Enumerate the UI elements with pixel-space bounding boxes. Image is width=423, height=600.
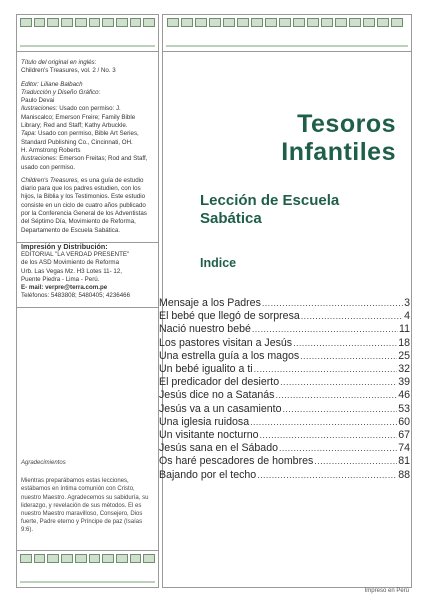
toc-title: Una estrella guía a los magos (159, 349, 300, 362)
credits-block (17, 52, 158, 308)
credits-sidebar (16, 14, 159, 588)
translator: Paulo Devai (21, 97, 55, 105)
money-band-header (163, 15, 411, 52)
original-title-label: Título del original en inglés: (21, 59, 97, 66)
toc-title: Jesús sana en el Sábado (159, 442, 278, 455)
toc-title: Jesús va a un casamiento (159, 402, 282, 415)
money-band-icon (17, 15, 158, 27)
acknowledgements-text: Mientras preparábamos estas lecciones, estábamos en íntima comunión con Cristo, nuestro Maestro. Agradecemos su sabiduría, su liderazgo, y revelación de sus métodos. El es nuestro Maestro maravilloso, Consejero, Dios fuerte, Padre eterno y Príncipe de paz (Isaías 9:6). (21, 478, 149, 534)
toc-page: 11 (399, 323, 410, 336)
toc-page: 88 (398, 468, 410, 481)
toc-page: 39 (398, 376, 410, 389)
imprint-line: Urb. Las Vegas Mz. H3 Lotes 11- 12, (21, 267, 122, 275)
toc-title: Jesús dice no a Satanás (159, 389, 275, 402)
toc-row (159, 323, 410, 336)
toc-row (159, 429, 410, 442)
illustrations-2: Ilustraciones: Emerson Freitas; Rod and Staff, usado con permiso. (21, 155, 148, 171)
illustrations-1: Ilustraciones: Usado con permiso: J. Maniscalco; Emerson Freire; Family Bible Library; Red and Staff; Kathy Arbuckle. (21, 105, 136, 130)
imprint-title: Impresión y Distribución: (21, 241, 108, 251)
toc-page: 46 (398, 389, 410, 402)
imprint-line: de los ASD Movimiento de Reforma (21, 259, 120, 267)
imprint-line: EDITORIAL "LA VERDAD PRESENTE" (21, 251, 130, 259)
toc-row (159, 376, 410, 389)
toc-row (159, 403, 410, 416)
toc-row (159, 363, 410, 376)
money-band-icon (17, 551, 158, 563)
money-band-icon (163, 15, 411, 27)
lesson-line-1: Lección de Escuela (200, 192, 340, 209)
toc-leader (275, 389, 397, 402)
toc-row (159, 297, 410, 310)
index-heading: Indice (200, 256, 237, 270)
toc-leader (260, 429, 398, 442)
toc-page: 18 (398, 336, 410, 349)
toc-title: Una iglesia ruidosa (159, 415, 250, 428)
table-of-contents (159, 297, 410, 482)
description: Children's Treasures, es una guía de estudio diario para que los padres estudien, con los hijos, la Biblia y los Testimonios. Este estudio consiste en un ciclo de cuatro años publicado por la Conferencia General de los Adventistas del Séptimo Día, Movimiento de Reforma, Departamento de Escuela Sabática. (21, 176, 147, 234)
translation-label: Traducción y Diseño Gráfico: (21, 88, 101, 96)
toc-leader (254, 363, 398, 376)
toc-page: 25 (398, 349, 410, 362)
cover-credit-2: H. Armstrong Roberts (21, 146, 81, 154)
acknowledgements (21, 453, 154, 541)
imprint-phones: Teléfonos: 5483808; 5480405; 4236466 (21, 292, 131, 300)
toc-title: Os haré pescadores de hombres (159, 455, 314, 468)
toc-row (159, 469, 410, 482)
toc-title: Un bebé igualito a ti (159, 363, 253, 376)
divider (17, 307, 158, 308)
toc-row (159, 455, 410, 468)
original-title: Children's Treasures, vol. 2 / No. 3 (21, 67, 116, 75)
printed-in-footer: Impreso en Perú (364, 588, 409, 594)
lesson-line-2: Sabática (200, 210, 262, 227)
toc-title: Los pastores visitan a Jesús (159, 336, 293, 349)
toc-row (159, 350, 410, 363)
toc-leader (301, 310, 403, 323)
money-band-bottom (17, 550, 158, 587)
editor: Editor: Liliane Balbach (21, 80, 83, 88)
toc-row (159, 389, 410, 402)
toc-page: 32 (398, 363, 410, 376)
toc-row (159, 416, 410, 429)
toc-row (159, 442, 410, 455)
toc-leader (252, 323, 398, 336)
money-band-top (17, 15, 158, 52)
title-line-2: Infantiles (281, 138, 396, 166)
toc-title: Mensaje a los Padres (159, 297, 261, 309)
cover-credit: Tapa: Usado con permiso, Bible Art Series, Standard Publishing Co., Cincinnati, OH. (21, 130, 139, 146)
toc-leader (280, 376, 397, 389)
lesson-subtitle (200, 192, 339, 228)
toc-leader (279, 442, 397, 455)
toc-title: Nació nuestro bebé (159, 323, 251, 336)
toc-row (159, 310, 410, 323)
title-line-1: Tesoros (297, 110, 396, 138)
toc-title: El predicador del desierto (159, 376, 280, 389)
page-title (196, 110, 396, 166)
toc-page: 81 (398, 455, 410, 468)
toc-page: 4 (404, 310, 410, 323)
acknowledgements-title: Agradecimientos (21, 460, 66, 466)
toc-leader (314, 455, 397, 468)
toc-leader (250, 416, 397, 429)
toc-row (159, 337, 410, 350)
toc-page: 3 (404, 297, 410, 309)
toc-leader (283, 403, 398, 416)
toc-page: 74 (398, 442, 410, 455)
toc-leader (300, 350, 397, 363)
toc-page: 67 (398, 429, 410, 442)
toc-title: Bajando por el techo (159, 468, 257, 481)
toc-leader (293, 337, 397, 350)
toc-title: Un visitante nocturno (159, 429, 259, 442)
toc-page: 60 (398, 415, 410, 428)
toc-title: El bebé que llegó de sorpresa (159, 310, 300, 323)
imprint-email: E- mail: verpre@terra.com.pe (21, 284, 108, 292)
toc-leader (257, 469, 397, 482)
toc-leader (262, 297, 403, 310)
imprint-line: Puente Piedra - Lima - Perú. (21, 275, 100, 283)
toc-page: 53 (398, 402, 410, 415)
